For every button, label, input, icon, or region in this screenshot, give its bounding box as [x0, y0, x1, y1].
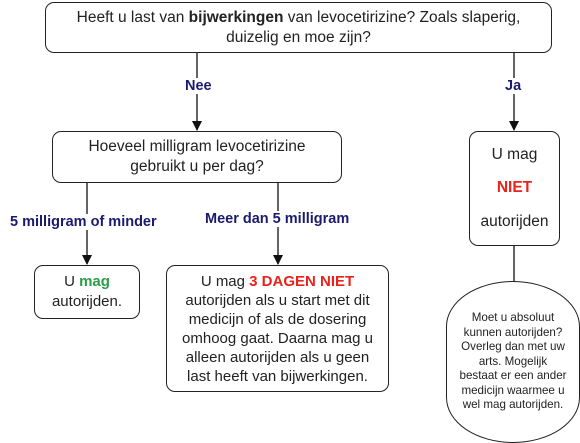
question1-text-a: Heeft u last van — [76, 8, 189, 26]
outcome-meer-emphasis: 3 DAGEN NIET — [249, 272, 355, 290]
outcome-ja-line3: autorijden — [480, 213, 549, 231]
outcome-ja-emphasis: NIET — [496, 179, 533, 197]
question2-line2: gebruikt u per dag? — [130, 158, 264, 175]
outcome-mag — [34, 265, 140, 319]
advice-text: Moet u absoluut kunnen autorijden? Overleg dan met uw arts. Mogelijk bestaat er een ander medicijn waarmee u wel mag autorijden. — [459, 310, 567, 412]
outcome-ja-line1: U mag — [491, 145, 538, 163]
outcome-meer-prefix: U mag — [200, 272, 250, 290]
question1-text-b: van levocetirizine? Zoals slaperig, duizelig en moe zijn? — [226, 8, 521, 46]
question-side-effects — [45, 2, 552, 53]
label-ja: Ja — [502, 78, 524, 94]
question1-bold: bijwerkingen — [188, 8, 284, 26]
outcome-mag-emphasis: mag — [79, 273, 110, 290]
outcome-meer — [166, 265, 389, 392]
question2-line1: Hoeveel milligram levocetirizine — [88, 138, 306, 155]
label-nee: Nee — [182, 78, 215, 94]
outcome-mag-prefix: U — [64, 273, 80, 290]
outcome-ja — [469, 131, 560, 246]
label-more-than-five: Meer dan 5 milligram — [205, 211, 350, 227]
advice-bubble — [446, 281, 580, 443]
question-dose — [52, 131, 342, 183]
outcome-mag-line2: autorijden. — [51, 293, 123, 310]
label-five-or-less: 5 milligram of minder — [10, 214, 157, 230]
outcome-meer-rest: autorijden als u start met dit medicijn of als de dosering omhoog gaat. Daarna mag u alleen autorijden als u geen last heeft van bijwerkingen. — [182, 291, 373, 385]
